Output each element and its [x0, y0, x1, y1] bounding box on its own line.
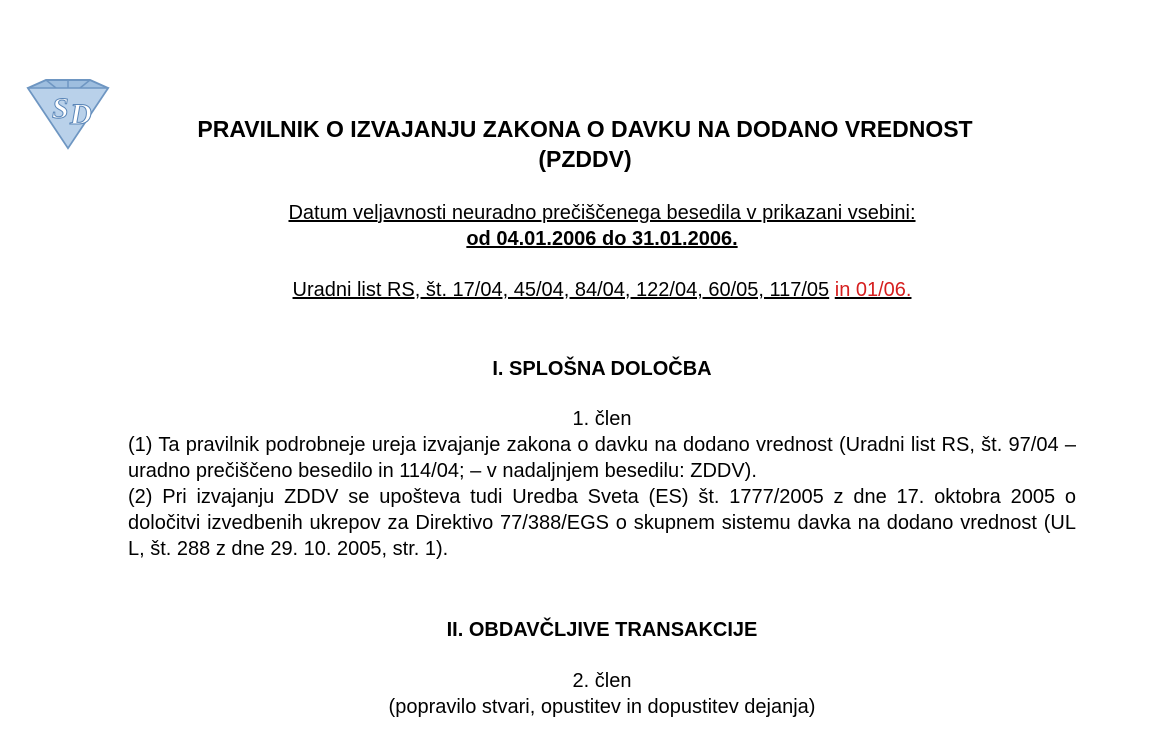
gazette-main: Uradni list RS, št. 17/04, 45/04, 84/04, 122/04, 60/05, 117/05 — [292, 279, 830, 301]
gazette-addition: in 01/06. — [834, 279, 912, 301]
sd-logo-icon — [26, 78, 110, 150]
section-heading-1: I. SPLOŠNA DOLOČBA — [492, 358, 712, 380]
paragraph-2: (2) Pri izvajanju ZDDV se upošteva tudi Uredba Sveta (ES) št. 1777/2005 z dne 17. oktobra 2005 o določitvi izvedbenih ukrepov za Direktivo 77/388/EGS o skupnem sistemu davka na dodano vrednost (UL L, št. 288 z dne 29. 10. 2005, str. 1). — [128, 486, 1076, 560]
sd-diamond-logo — [26, 78, 110, 150]
paragraph-1: (1) Ta pravilnik podrobneje ureja izvajanje zakona o davku na dodano vrednost (Uradni list RS, št. 97/04 – uradno prečiščeno besedilo in 114/04; – v nadaljnjem besedilu: ZDDV). — [128, 434, 1076, 482]
validity-dates: od 04.01.2006 do 31.01.2006. — [466, 228, 738, 250]
article-number-2: 2. člen — [572, 670, 632, 692]
svg-text:S: S — [52, 92, 69, 125]
article-1-body — [128, 432, 1076, 562]
title-line-1: PRAVILNIK O IZVAJANJU ZAKONA O DAVKU NA DODANO VREDNOST — [197, 116, 973, 142]
gazette-reference — [130, 277, 1074, 303]
document-title — [130, 114, 1040, 174]
svg-text:D: D — [70, 98, 92, 131]
article-number-1: 1. člen — [572, 408, 632, 430]
article-2-subtitle: (popravilo stvari, opustitev in dopustitev dejanja) — [388, 696, 816, 718]
section-heading-2: II. OBDAVČLJIVE TRANSAKCIJE — [446, 619, 758, 641]
title-line-2: (PZDDV) — [538, 146, 632, 172]
validity-text: Datum veljavnosti neuradno prečiščenega besedila v prikazani vsebini: — [288, 202, 916, 224]
validity-notice — [130, 200, 1074, 252]
